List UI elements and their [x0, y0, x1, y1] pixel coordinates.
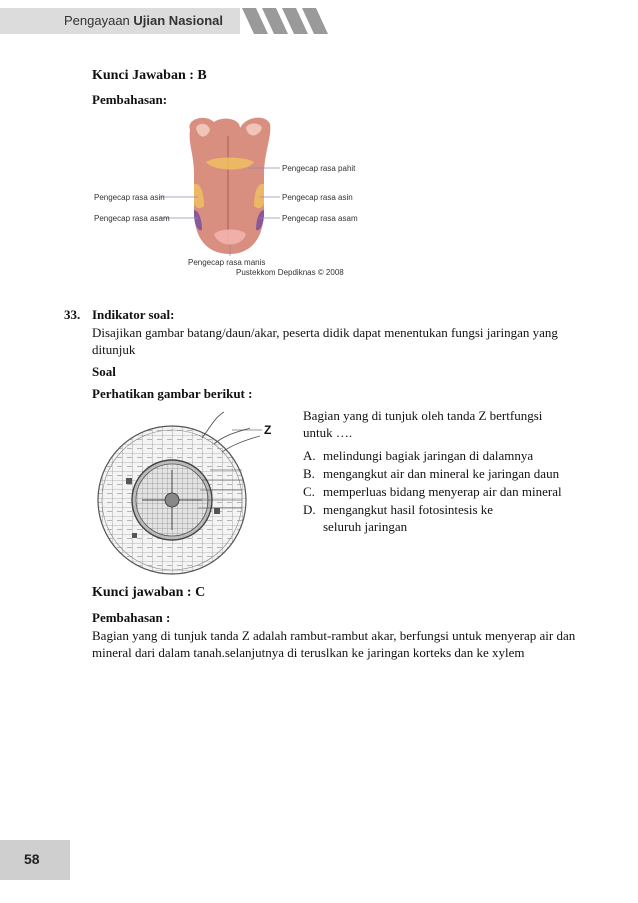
label-manis: Pengecap rasa manis: [188, 258, 266, 267]
option-b-letter: B.: [303, 466, 315, 481]
option-d-letter: D.: [303, 502, 316, 517]
page-number-tab: [0, 840, 70, 880]
header-stripes-decoration: [232, 8, 342, 34]
option-b: [303, 465, 573, 482]
label-asin-left: Pengecap rasa asin: [94, 193, 165, 202]
header-prefix: Pengayaan: [64, 13, 130, 28]
label-asam-right: Pengecap rasa asam: [282, 214, 358, 223]
option-c-letter: C.: [303, 484, 315, 499]
page-number: 58: [24, 851, 40, 867]
label-pahit: Pengecap rasa pahit: [282, 164, 356, 173]
question-line-1: Bagian yang di tunjuk oleh tanda Z bertfungsi: [303, 408, 543, 423]
pembahasan-line-2: mineral dari dalam tanah.selanjutnya di teruslkan ke jaringan korteks dan ke xylem: [92, 645, 525, 660]
indikator-label: Indikator soal:: [92, 307, 175, 322]
root-cross-section-diagram: [92, 408, 292, 578]
pembahasan-line-1: Bagian yang di tunjuk tanda Z adalah rambut-rambut akar, berfungsi untuk menyerap air dan: [92, 628, 576, 643]
option-d: [303, 501, 573, 535]
answer-key-prev: Kunci Jawaban : B: [92, 68, 207, 83]
pembahasan-label-prev: Pembahasan:: [92, 92, 168, 107]
label-asin-right: Pengecap rasa asin: [282, 193, 353, 202]
instruction: Perhatikan gambar berikut :: [92, 386, 253, 401]
header-title-bold: Ujian Nasional: [133, 13, 223, 28]
tongue-taste-diagram: [88, 114, 388, 286]
option-a-text: melindungi bagiak jaringan di dalamnya: [323, 448, 534, 463]
option-c: [303, 483, 573, 500]
pembahasan-label: Pembahasan :: [92, 610, 171, 625]
option-d-text: mengangkut hasil fotosintesis ke seluruh jaringan: [323, 502, 494, 534]
header-title: [64, 13, 223, 28]
indikator-line-1: Disajikan gambar batang/daun/akar, peserta didik dapat menentukan fungsi jaringan yang: [92, 325, 558, 340]
indikator-line-2: ditunjuk: [92, 342, 136, 357]
figure-marker-z: Z: [264, 423, 272, 437]
tongue-illustration: [189, 118, 270, 254]
option-a: [303, 447, 573, 464]
option-c-text: memperluas bidang menyerap air dan mineral: [323, 484, 562, 499]
answer-key: Kunci jawaban : C: [92, 585, 206, 600]
option-a-letter: A.: [303, 448, 316, 463]
option-b-text: mengangkut air dan mineral ke jaringan daun: [323, 466, 560, 481]
page-header: [0, 0, 638, 40]
figure-credit: Pustekkom Depdiknas © 2008: [236, 268, 344, 277]
label-asam-left: Pengecap rasa asam: [94, 214, 170, 223]
soal-label: Soal: [92, 364, 116, 379]
question-line-2: untuk ….: [303, 425, 353, 440]
question-number: 33.: [64, 307, 81, 322]
